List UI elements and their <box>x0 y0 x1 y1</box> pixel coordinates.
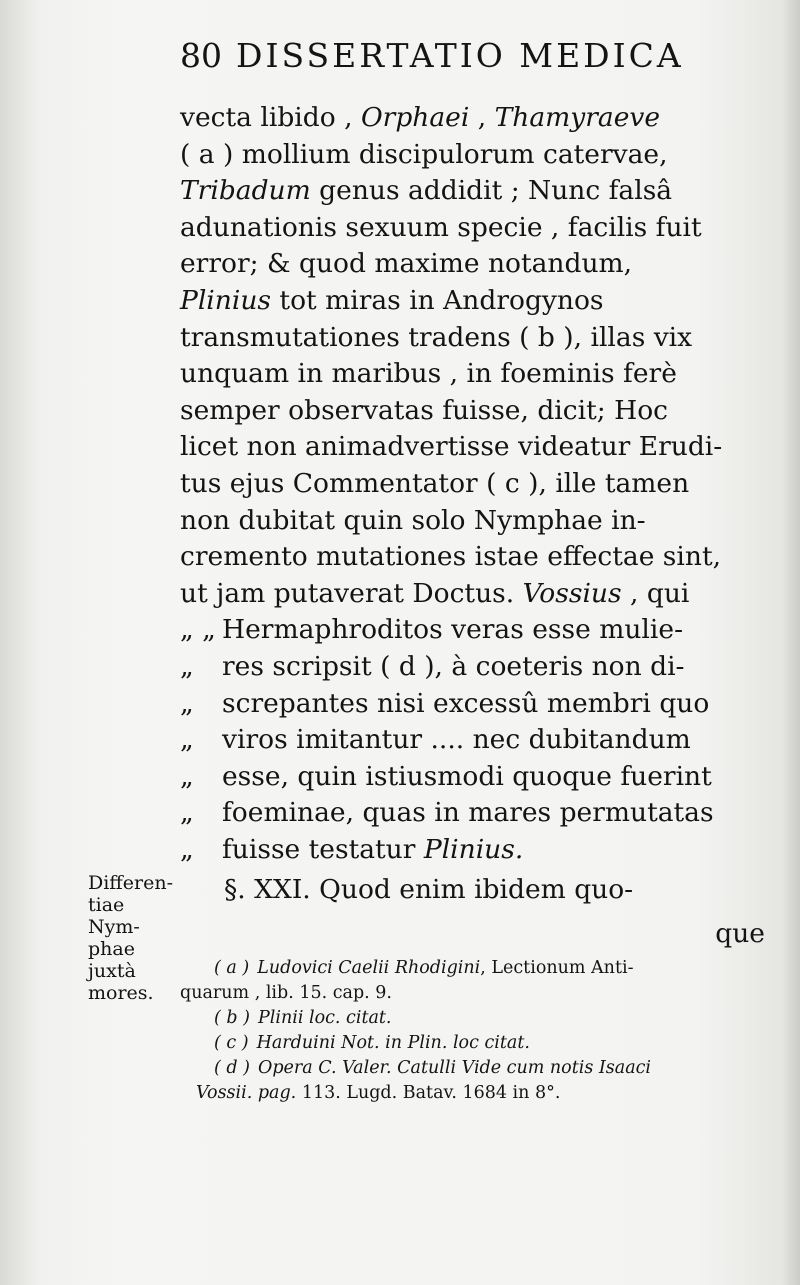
catchword: que <box>715 918 765 950</box>
text-line: Tribadum genus addidit ; Nunc falsâ <box>180 175 673 207</box>
text-line: unquam in maribus , in foeminis ferè <box>180 358 677 390</box>
marginal-note: Differen- tiae Nym- phae juxtà mores. <box>88 872 174 1004</box>
quoted-line: „ esse, quin istiusmodi quoque fuerint <box>180 760 712 792</box>
text-line: non dubitat quin solo Nymphae in- <box>180 504 646 536</box>
text-line: semper observatas fuisse, dicit; Hoc <box>180 394 668 426</box>
main-text <box>180 100 765 952</box>
footnote-d: ( d ) Opera C. Valer. Catulli Vide cum notis Isaaci <box>214 1058 652 1078</box>
text-line: tus ejus Commentator ( c ), ille tamen <box>180 467 690 499</box>
text-line: ut jam putaverat Doctus. Vossius , qui <box>180 577 690 609</box>
footnote-b: ( b ) Plinii loc. citat. <box>214 1008 392 1028</box>
text-line: vecta libido , Orphaei , Thamyraeve <box>180 102 661 133</box>
footnote-a: ( a ) Ludovici Caelii Rhodigini, Lectionum Anti- <box>214 958 634 978</box>
text-line: adunationis sexuum specie , facilis fuit <box>180 211 702 243</box>
text-line: licet non animadvertisse videatur Erudi- <box>180 431 723 463</box>
section-text: Quod enim ibidem quo- <box>319 874 634 906</box>
footnote-c: ( c ) Harduini Not. in Plin. loc citat. <box>214 1033 530 1053</box>
quoted-line: „ screpantes nisi excessû membri quo <box>180 687 710 719</box>
section-heading <box>180 872 765 916</box>
text-line: transmutationes tradens ( b ), illas vix <box>180 321 693 353</box>
quoted-line: „ fuisse testatur Plinius. <box>180 833 524 865</box>
footnote-d-cont: Vossii. pag. 113. Lugd. Batav. 1684 in 8°. <box>196 1083 561 1103</box>
text-line: Plinius tot miras in Androgynos <box>180 284 604 316</box>
text-line: ( a ) mollium discipulorum catervae, <box>180 138 668 170</box>
running-title: DISSERTATIO MEDICA <box>236 36 684 75</box>
footnotes <box>180 956 766 1106</box>
page-number: 80 <box>180 36 222 75</box>
page-edge-shadow <box>782 0 800 1285</box>
quoted-line: „ viros imitantur .... nec dubitandum <box>180 724 691 756</box>
quoted-line: „ res scripsit ( d ), à coeteris non di- <box>180 650 685 682</box>
text-line: error; & quod maxime notandum, <box>180 248 633 280</box>
text-line: cremento mutationes istae effectae sint, <box>180 541 722 573</box>
footnote-a-cont: quarum , lib. 15. cap. 9. <box>180 983 392 1003</box>
section-mark: §. XXI. <box>224 874 311 906</box>
quoted-line: „ foeminae, quas in mares permutatas <box>180 797 714 829</box>
quoted-line: „ „ Hermaphroditos veras esse mulie- <box>180 614 684 646</box>
running-header <box>180 36 700 86</box>
